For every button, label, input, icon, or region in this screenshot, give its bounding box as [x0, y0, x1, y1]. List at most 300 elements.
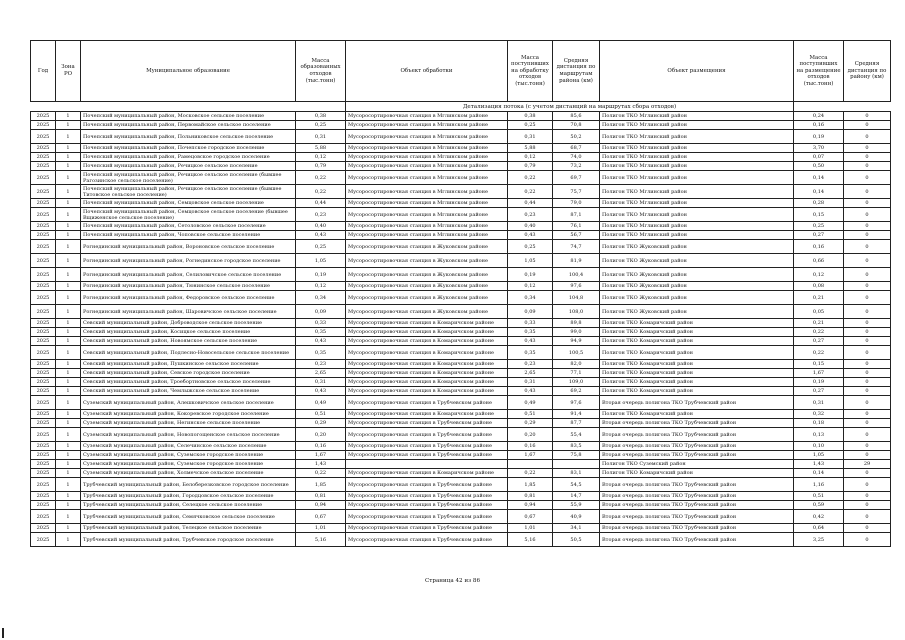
cell-generated-mass: 0,31 — [296, 130, 346, 144]
cell-zone: 1 — [56, 199, 81, 208]
table-row — [31, 222, 891, 231]
cell-generated-mass: 0,79 — [296, 162, 346, 171]
cell-zone: 1 — [56, 492, 81, 501]
cell-processing-mass: 0,29 — [508, 419, 553, 428]
cell-processing-mass: 0,35 — [508, 328, 553, 337]
cell-route-distance: 73,2 — [553, 162, 600, 171]
table-row — [31, 199, 891, 208]
caption-row — [31, 102, 891, 112]
cell-generated-mass: 0,19 — [296, 268, 346, 282]
table-row — [31, 442, 891, 451]
table-row — [31, 501, 891, 510]
cell-district-distance: 0 — [844, 231, 891, 240]
cell-municipality: Рогнединский муниципальный район, Селиловичское сельское поселение — [81, 268, 296, 282]
table-caption: Детализация потока (с учетом дистанций на маршрутах сбора отходов) — [346, 102, 794, 112]
cell-disposal-mass: 0,15 — [794, 360, 844, 369]
cell-processing-mass: 0,12 — [508, 282, 553, 291]
cell-disposal-object: Полигон ТКО Комаричский район — [600, 360, 794, 369]
cell-disposal-object: Полигон ТКО Мглинский район — [600, 208, 794, 222]
cell-district-distance: 0 — [844, 478, 891, 492]
cell-processing-object: Мусоросортировочная станция в Комаричском районе — [346, 319, 508, 328]
cell-year: 2025 — [31, 153, 56, 162]
cell-zone: 1 — [56, 328, 81, 337]
cell-disposal-object: Полигон ТКО Мглинский район — [600, 121, 794, 130]
cell-disposal-object: Полигон ТКО Комаричский район — [600, 410, 794, 419]
cell-year: 2025 — [31, 112, 56, 121]
cell-disposal-object: Полигон ТКО Комаричский район — [600, 328, 794, 337]
cell-disposal-mass: 0,16 — [794, 121, 844, 130]
cell-municipality: Севский муниципальный район, Подлесно-Новосельское сельское поселение — [81, 346, 296, 360]
cell-disposal-mass: 0,51 — [794, 492, 844, 501]
cell-processing-mass: 0,34 — [508, 291, 553, 305]
cell-generated-mass: 0,22 — [296, 185, 346, 199]
cell-processing-object: Мусоросортировочная станция в Жуковском районе — [346, 240, 508, 254]
cell-year: 2025 — [31, 144, 56, 153]
cell-year: 2025 — [31, 428, 56, 442]
table-row — [31, 240, 891, 254]
cell-processing-object: Мусоросортировочная станция в Трубчевском районе — [346, 428, 508, 442]
header-generated-mass: Масса образованных отходов (тыс.тонн) — [296, 41, 346, 102]
cell-disposal-object: Полигон ТКО Жуковский район — [600, 254, 794, 268]
cell-disposal-mass: 0,27 — [794, 337, 844, 346]
cell-processing-mass: 0,22 — [508, 171, 553, 185]
table-row — [31, 112, 891, 121]
cell-processing-mass: 0,22 — [508, 185, 553, 199]
cell-route-distance: 94,9 — [553, 337, 600, 346]
cell-year: 2025 — [31, 387, 56, 396]
cell-municipality: Почепский муниципальный район, Семцовское сельское поселение — [81, 199, 296, 208]
cell-processing-object: Мусоросортировочная станция в Мглинском районе — [346, 199, 508, 208]
cell-municipality: Почепский муниципальный район, Речицкое сельское поселение — [81, 162, 296, 171]
cell-disposal-mass: 0,12 — [794, 268, 844, 282]
cell-processing-mass: 0,43 — [508, 231, 553, 240]
cell-generated-mass: 5,88 — [296, 144, 346, 153]
cell-processing-mass: 0,23 — [508, 208, 553, 222]
cell-district-distance: 0 — [844, 410, 891, 419]
cell-zone: 1 — [56, 208, 81, 222]
cell-district-distance: 0 — [844, 305, 891, 319]
cell-year: 2025 — [31, 346, 56, 360]
cell-processing-mass: 2,65 — [508, 369, 553, 378]
cell-municipality: Трубчевский муниципальный район, Белоберезковское городское поселение — [81, 478, 296, 492]
cell-municipality: Суземский муниципальный район, Суземское городское поселение — [81, 451, 296, 460]
table-row — [31, 144, 891, 153]
cell-processing-object: Мусоросортировочная станция в Комаричском районе — [346, 378, 508, 387]
cell-route-distance: 74,7 — [553, 240, 600, 254]
cell-processing-mass: 1,01 — [508, 524, 553, 533]
cell-disposal-object: Полигон ТКО Мглинский район — [600, 144, 794, 153]
cell-zone: 1 — [56, 387, 81, 396]
cell-generated-mass: 5,16 — [296, 533, 346, 547]
cell-zone: 1 — [56, 442, 81, 451]
cell-zone: 1 — [56, 410, 81, 419]
table-row — [31, 396, 891, 410]
cell-zone: 1 — [56, 533, 81, 547]
flow-detail-table — [30, 40, 891, 547]
cell-district-distance: 0 — [844, 510, 891, 524]
cell-route-distance: 100,4 — [553, 268, 600, 282]
table-row — [31, 231, 891, 240]
cell-disposal-mass: 0,07 — [794, 153, 844, 162]
cell-disposal-object: Вторая очередь полигона ТКО Трубчевский район — [600, 419, 794, 428]
table-row — [31, 328, 891, 337]
cell-processing-mass: 0,23 — [508, 360, 553, 369]
cell-disposal-object: Вторая очередь полигона ТКО Трубчевский район — [600, 492, 794, 501]
header-processing-mass: Масса поступивших на обработку отходов (тыс.тонн) — [508, 41, 553, 102]
cell-district-distance: 0 — [844, 222, 891, 231]
cell-processing-object: Мусоросортировочная станция в Мглинском районе — [346, 222, 508, 231]
cell-disposal-object: Вторая очередь полигона ТКО Трубчевский район — [600, 451, 794, 460]
cell-zone: 1 — [56, 112, 81, 121]
cell-district-distance: 0 — [844, 282, 891, 291]
cell-district-distance: 29 — [844, 460, 891, 469]
cell-district-distance: 0 — [844, 428, 891, 442]
cell-route-distance: 89,8 — [553, 319, 600, 328]
cell-processing-mass: 0,44 — [508, 199, 553, 208]
cell-district-distance: 0 — [844, 199, 891, 208]
cell-year: 2025 — [31, 442, 56, 451]
cell-zone: 1 — [56, 291, 81, 305]
cell-disposal-mass: 0,10 — [794, 442, 844, 451]
table-row — [31, 369, 891, 378]
table-row — [31, 419, 891, 428]
cell-disposal-object: Полигон ТКО Жуковский район — [600, 282, 794, 291]
cell-disposal-object: Полигон ТКО Комаричский район — [600, 378, 794, 387]
cell-municipality: Рогнединский муниципальный район, Шаровичское сельское поселение — [81, 305, 296, 319]
cell-disposal-mass: 0,27 — [794, 231, 844, 240]
header-district-distance: Средняя дистанция по району (км) — [844, 41, 891, 102]
table-row — [31, 378, 891, 387]
cell-route-distance: 104,8 — [553, 291, 600, 305]
cell-year: 2025 — [31, 162, 56, 171]
table-row — [31, 410, 891, 419]
cell-district-distance: 0 — [844, 171, 891, 185]
cell-route-distance: 83,5 — [553, 442, 600, 451]
cell-processing-object: Мусоросортировочная станция в Комаричском районе — [346, 346, 508, 360]
cell-disposal-object: Вторая очередь полигона ТКО Трубчевский район — [600, 478, 794, 492]
cell-municipality: Почепский муниципальный район, Почепское городское поселение — [81, 144, 296, 153]
cell-disposal-object: Полигон ТКО Мглинский район — [600, 153, 794, 162]
cell-zone: 1 — [56, 231, 81, 240]
cell-processing-object: Мусоросортировочная станция в Мглинском районе — [346, 185, 508, 199]
cell-processing-mass: 1,05 — [508, 254, 553, 268]
cell-disposal-object: Полигон ТКО Мглинский район — [600, 130, 794, 144]
cell-year: 2025 — [31, 171, 56, 185]
cell-generated-mass: 1,05 — [296, 254, 346, 268]
cell-disposal-object: Полигон ТКО Мглинский район — [600, 112, 794, 121]
table-row — [31, 346, 891, 360]
cell-zone: 1 — [56, 346, 81, 360]
cell-disposal-object: Вторая очередь полигона ТКО Трубчевский район — [600, 396, 794, 410]
cell-route-distance — [553, 460, 600, 469]
cell-disposal-mass: 0,28 — [794, 199, 844, 208]
cell-year: 2025 — [31, 305, 56, 319]
cell-district-distance: 0 — [844, 328, 891, 337]
cell-route-distance: 91,4 — [553, 410, 600, 419]
cell-route-distance: 54,5 — [553, 478, 600, 492]
cell-district-distance: 0 — [844, 492, 891, 501]
cell-processing-object: Мусоросортировочная станция в Мглинском районе — [346, 231, 508, 240]
cell-year: 2025 — [31, 378, 56, 387]
cell-processing-object: Мусоросортировочная станция в Мглинском районе — [346, 162, 508, 171]
cell-disposal-object: Полигон ТКО Жуковский район — [600, 240, 794, 254]
cell-generated-mass: 1,01 — [296, 524, 346, 533]
cell-zone: 1 — [56, 153, 81, 162]
cell-processing-object: Мусоросортировочная станция в Жуковском районе — [346, 291, 508, 305]
cell-municipality: Севский муниципальный район, Новоямское сельское поселение — [81, 337, 296, 346]
cell-processing-object — [346, 460, 508, 469]
cell-zone: 1 — [56, 185, 81, 199]
cell-zone: 1 — [56, 171, 81, 185]
table-row — [31, 428, 891, 442]
table-row — [31, 130, 891, 144]
cell-disposal-mass: 0,21 — [794, 319, 844, 328]
header-disposal-object: Объект размещения — [600, 41, 794, 102]
cell-municipality: Севский муниципальный район, Севское городское поселение — [81, 369, 296, 378]
cell-year: 2025 — [31, 478, 56, 492]
cell-route-distance: 68,7 — [553, 144, 600, 153]
table-row — [31, 291, 891, 305]
cell-route-distance: 75,7 — [553, 185, 600, 199]
cell-district-distance: 0 — [844, 121, 891, 130]
cell-route-distance: 55,9 — [553, 501, 600, 510]
cell-disposal-object: Вторая очередь полигона ТКО Трубчевский район — [600, 524, 794, 533]
cell-processing-object: Мусоросортировочная станция в Комаричском районе — [346, 410, 508, 419]
cell-district-distance: 0 — [844, 130, 891, 144]
cell-municipality: Суземский муниципальный район, Суземское городское поселение — [81, 460, 296, 469]
cell-processing-object: Мусоросортировочная станция в Трубчевском районе — [346, 478, 508, 492]
cell-disposal-object: Полигон ТКО Суземский район — [600, 460, 794, 469]
cell-disposal-mass: 0,32 — [794, 410, 844, 419]
table-row — [31, 460, 891, 469]
cell-municipality: Рогнединский муниципальный район, Федоровское сельское поселение — [81, 291, 296, 305]
cell-processing-mass: 0,40 — [508, 222, 553, 231]
cell-processing-mass: 0,12 — [508, 153, 553, 162]
cell-district-distance: 0 — [844, 319, 891, 328]
header-zone: Зона РО — [56, 41, 81, 102]
cell-district-distance: 0 — [844, 533, 891, 547]
cell-processing-object: Мусоросортировочная станция в Трубчевском районе — [346, 419, 508, 428]
cell-municipality: Почепский муниципальный район, Речицкое сельское поселение (бывшее Титовское сельское поселение) — [81, 185, 296, 199]
cell-municipality: Трубчевский муниципальный район, Трубчевское городское поселение — [81, 533, 296, 547]
cell-processing-object: Мусоросортировочная станция в Трубчевском районе — [346, 533, 508, 547]
cell-disposal-mass: 0,19 — [794, 130, 844, 144]
cell-disposal-object: Полигон ТКО Комаричский район — [600, 469, 794, 478]
cell-processing-object: Мусоросортировочная станция в Мглинском районе — [346, 112, 508, 121]
cell-district-distance: 0 — [844, 360, 891, 369]
cell-disposal-mass: 0,31 — [794, 396, 844, 410]
cell-district-distance: 0 — [844, 144, 891, 153]
cell-route-distance: 79,0 — [553, 199, 600, 208]
cell-processing-object: Мусоросортировочная станция в Мглинском районе — [346, 121, 508, 130]
table-row — [31, 478, 891, 492]
cell-processing-mass: 0,19 — [508, 268, 553, 282]
cell-generated-mass: 0,43 — [296, 337, 346, 346]
cell-municipality: Севский муниципальный район, Косицкое сельское поселение — [81, 328, 296, 337]
cell-year: 2025 — [31, 337, 56, 346]
cell-processing-mass: 0,43 — [508, 387, 553, 396]
cell-generated-mass: 0,44 — [296, 199, 346, 208]
cell-processing-mass: 0,35 — [508, 346, 553, 360]
table-row — [31, 208, 891, 222]
cell-zone: 1 — [56, 419, 81, 428]
cell-route-distance: 40,9 — [553, 510, 600, 524]
cell-district-distance: 0 — [844, 112, 891, 121]
table-row — [31, 337, 891, 346]
cell-route-distance: 34,1 — [553, 524, 600, 533]
cell-district-distance: 0 — [844, 185, 891, 199]
table-row — [31, 319, 891, 328]
cell-year: 2025 — [31, 240, 56, 254]
cell-generated-mass: 1,85 — [296, 478, 346, 492]
cell-year: 2025 — [31, 328, 56, 337]
cell-zone: 1 — [56, 396, 81, 410]
cell-year: 2025 — [31, 121, 56, 130]
cell-generated-mass: 0,16 — [296, 442, 346, 451]
table-row — [31, 451, 891, 460]
table-row — [31, 282, 891, 291]
cell-generated-mass: 0,09 — [296, 305, 346, 319]
cell-municipality: Севский муниципальный район, Доброводское сельское поселение — [81, 319, 296, 328]
cell-disposal-mass: 0,59 — [794, 501, 844, 510]
cell-route-distance: 82,0 — [553, 360, 600, 369]
cell-generated-mass: 0,25 — [296, 240, 346, 254]
cell-generated-mass: 0,67 — [296, 510, 346, 524]
header-processing-object: Объект обработки — [346, 41, 508, 102]
cell-year: 2025 — [31, 208, 56, 222]
cell-route-distance: 81,9 — [553, 254, 600, 268]
cell-year: 2025 — [31, 533, 56, 547]
cell-zone: 1 — [56, 240, 81, 254]
cell-zone: 1 — [56, 121, 81, 130]
cell-year: 2025 — [31, 524, 56, 533]
cell-route-distance: 97,6 — [553, 282, 600, 291]
cell-district-distance: 0 — [844, 387, 891, 396]
cell-generated-mass: 0,38 — [296, 112, 346, 121]
cell-year: 2025 — [31, 254, 56, 268]
cell-disposal-object: Полигон ТКО Жуковский район — [600, 268, 794, 282]
cell-route-distance: 109,0 — [553, 378, 600, 387]
cell-district-distance: 0 — [844, 451, 891, 460]
table-row — [31, 360, 891, 369]
cell-zone: 1 — [56, 144, 81, 153]
table-row — [31, 254, 891, 268]
table-row — [31, 524, 891, 533]
cell-zone: 1 — [56, 282, 81, 291]
cell-processing-object: Мусоросортировочная станция в Комаричском районе — [346, 360, 508, 369]
cell-disposal-mass: 1,05 — [794, 451, 844, 460]
cell-processing-mass: 1,67 — [508, 451, 553, 460]
cell-disposal-object: Вторая очередь полигона ТКО Трубчевский район — [600, 428, 794, 442]
cell-municipality: Трубчевский муниципальный район, Городцовское сельское поселение — [81, 492, 296, 501]
cell-processing-mass: 0,31 — [508, 130, 553, 144]
cell-disposal-mass: 0,16 — [794, 240, 844, 254]
cell-disposal-mass: 0,66 — [794, 254, 844, 268]
cell-generated-mass: 0,35 — [296, 328, 346, 337]
cell-disposal-object: Полигон ТКО Мглинский район — [600, 171, 794, 185]
cell-zone: 1 — [56, 130, 81, 144]
cell-processing-object: Мусоросортировочная станция в Комаричском районе — [346, 387, 508, 396]
cell-generated-mass: 0,35 — [296, 346, 346, 360]
cell-district-distance: 0 — [844, 337, 891, 346]
cell-disposal-mass: 0,18 — [794, 419, 844, 428]
cell-disposal-mass: 0,15 — [794, 208, 844, 222]
cell-disposal-mass: 0,24 — [794, 112, 844, 121]
cell-processing-mass: 0,43 — [508, 337, 553, 346]
cell-disposal-mass: 0,42 — [794, 510, 844, 524]
cell-processing-object: Мусоросортировочная станция в Мглинском районе — [346, 208, 508, 222]
cell-year: 2025 — [31, 469, 56, 478]
cell-year: 2025 — [31, 130, 56, 144]
cell-generated-mass: 0,22 — [296, 469, 346, 478]
cell-processing-object: Мусоросортировочная станция в Мглинском районе — [346, 144, 508, 153]
cell-disposal-object: Полигон ТКО Мглинский район — [600, 222, 794, 231]
flow-detail-sheet — [30, 40, 890, 547]
cell-municipality: Почепский муниципальный район, Польниковское сельское поселение — [81, 130, 296, 144]
cell-municipality: Почепский муниципальный район, Первомайское сельское поселение — [81, 121, 296, 130]
cell-year: 2025 — [31, 419, 56, 428]
cell-disposal-mass: 1,67 — [794, 369, 844, 378]
cell-zone: 1 — [56, 337, 81, 346]
cell-municipality: Севский муниципальный район, Троебортновское сельское поселение — [81, 378, 296, 387]
cell-disposal-mass: 0,22 — [794, 328, 844, 337]
cell-year: 2025 — [31, 451, 56, 460]
cell-route-distance: 100,5 — [553, 346, 600, 360]
cell-route-distance: 74,0 — [553, 153, 600, 162]
table-row — [31, 492, 891, 501]
cell-year: 2025 — [31, 282, 56, 291]
cell-district-distance: 0 — [844, 254, 891, 268]
cell-municipality: Почепский муниципальный район, Московское сельское поселение — [81, 112, 296, 121]
header-route-distance: Средняя дистанция по маршрутам района (км) — [553, 41, 600, 102]
cell-processing-object: Мусоросортировочная станция в Трубчевском районе — [346, 492, 508, 501]
cell-generated-mass: 1,67 — [296, 451, 346, 460]
cell-year: 2025 — [31, 501, 56, 510]
cell-generated-mass: 0,22 — [296, 171, 346, 185]
cell-zone: 1 — [56, 460, 81, 469]
cell-year: 2025 — [31, 396, 56, 410]
cell-disposal-mass: 3,25 — [794, 533, 844, 547]
cell-route-distance: 56,7 — [553, 231, 600, 240]
cell-generated-mass: 0,31 — [296, 378, 346, 387]
cell-municipality: Почепский муниципальный район, Чоповское сельское поселение — [81, 231, 296, 240]
cell-route-distance: 83,1 — [553, 469, 600, 478]
header-disposal-mass: Масса поступивших на размещение отходов (тыс.тонн) — [794, 41, 844, 102]
cell-municipality: Суземский муниципальный район, Новопогощенское сельское поселение — [81, 428, 296, 442]
cell-year: 2025 — [31, 360, 56, 369]
header-row — [31, 41, 891, 102]
cell-generated-mass: 0,49 — [296, 396, 346, 410]
cell-district-distance: 0 — [844, 291, 891, 305]
cell-processing-mass: 0,31 — [508, 378, 553, 387]
cell-year: 2025 — [31, 222, 56, 231]
cell-year: 2025 — [31, 460, 56, 469]
cell-disposal-object: Вторая очередь полигона ТКО Трубчевский район — [600, 442, 794, 451]
cell-district-distance: 0 — [844, 153, 891, 162]
cell-disposal-mass: 0,27 — [794, 387, 844, 396]
cell-processing-object: Мусоросортировочная станция в Мглинском районе — [346, 171, 508, 185]
table-row — [31, 387, 891, 396]
cell-processing-mass: 0,25 — [508, 240, 553, 254]
cell-disposal-mass: 0,14 — [794, 171, 844, 185]
cell-disposal-object: Полигон ТКО Мглинский район — [600, 162, 794, 171]
cell-disposal-mass: 0,19 — [794, 378, 844, 387]
cell-municipality: Трубчевский муниципальный район, Телецкое сельское поселение — [81, 524, 296, 533]
cell-processing-object: Мусоросортировочная станция в Мглинском районе — [346, 153, 508, 162]
cell-zone: 1 — [56, 478, 81, 492]
cell-municipality: Суземский муниципальный район, Селечинское сельское поселение — [81, 442, 296, 451]
cell-zone: 1 — [56, 524, 81, 533]
